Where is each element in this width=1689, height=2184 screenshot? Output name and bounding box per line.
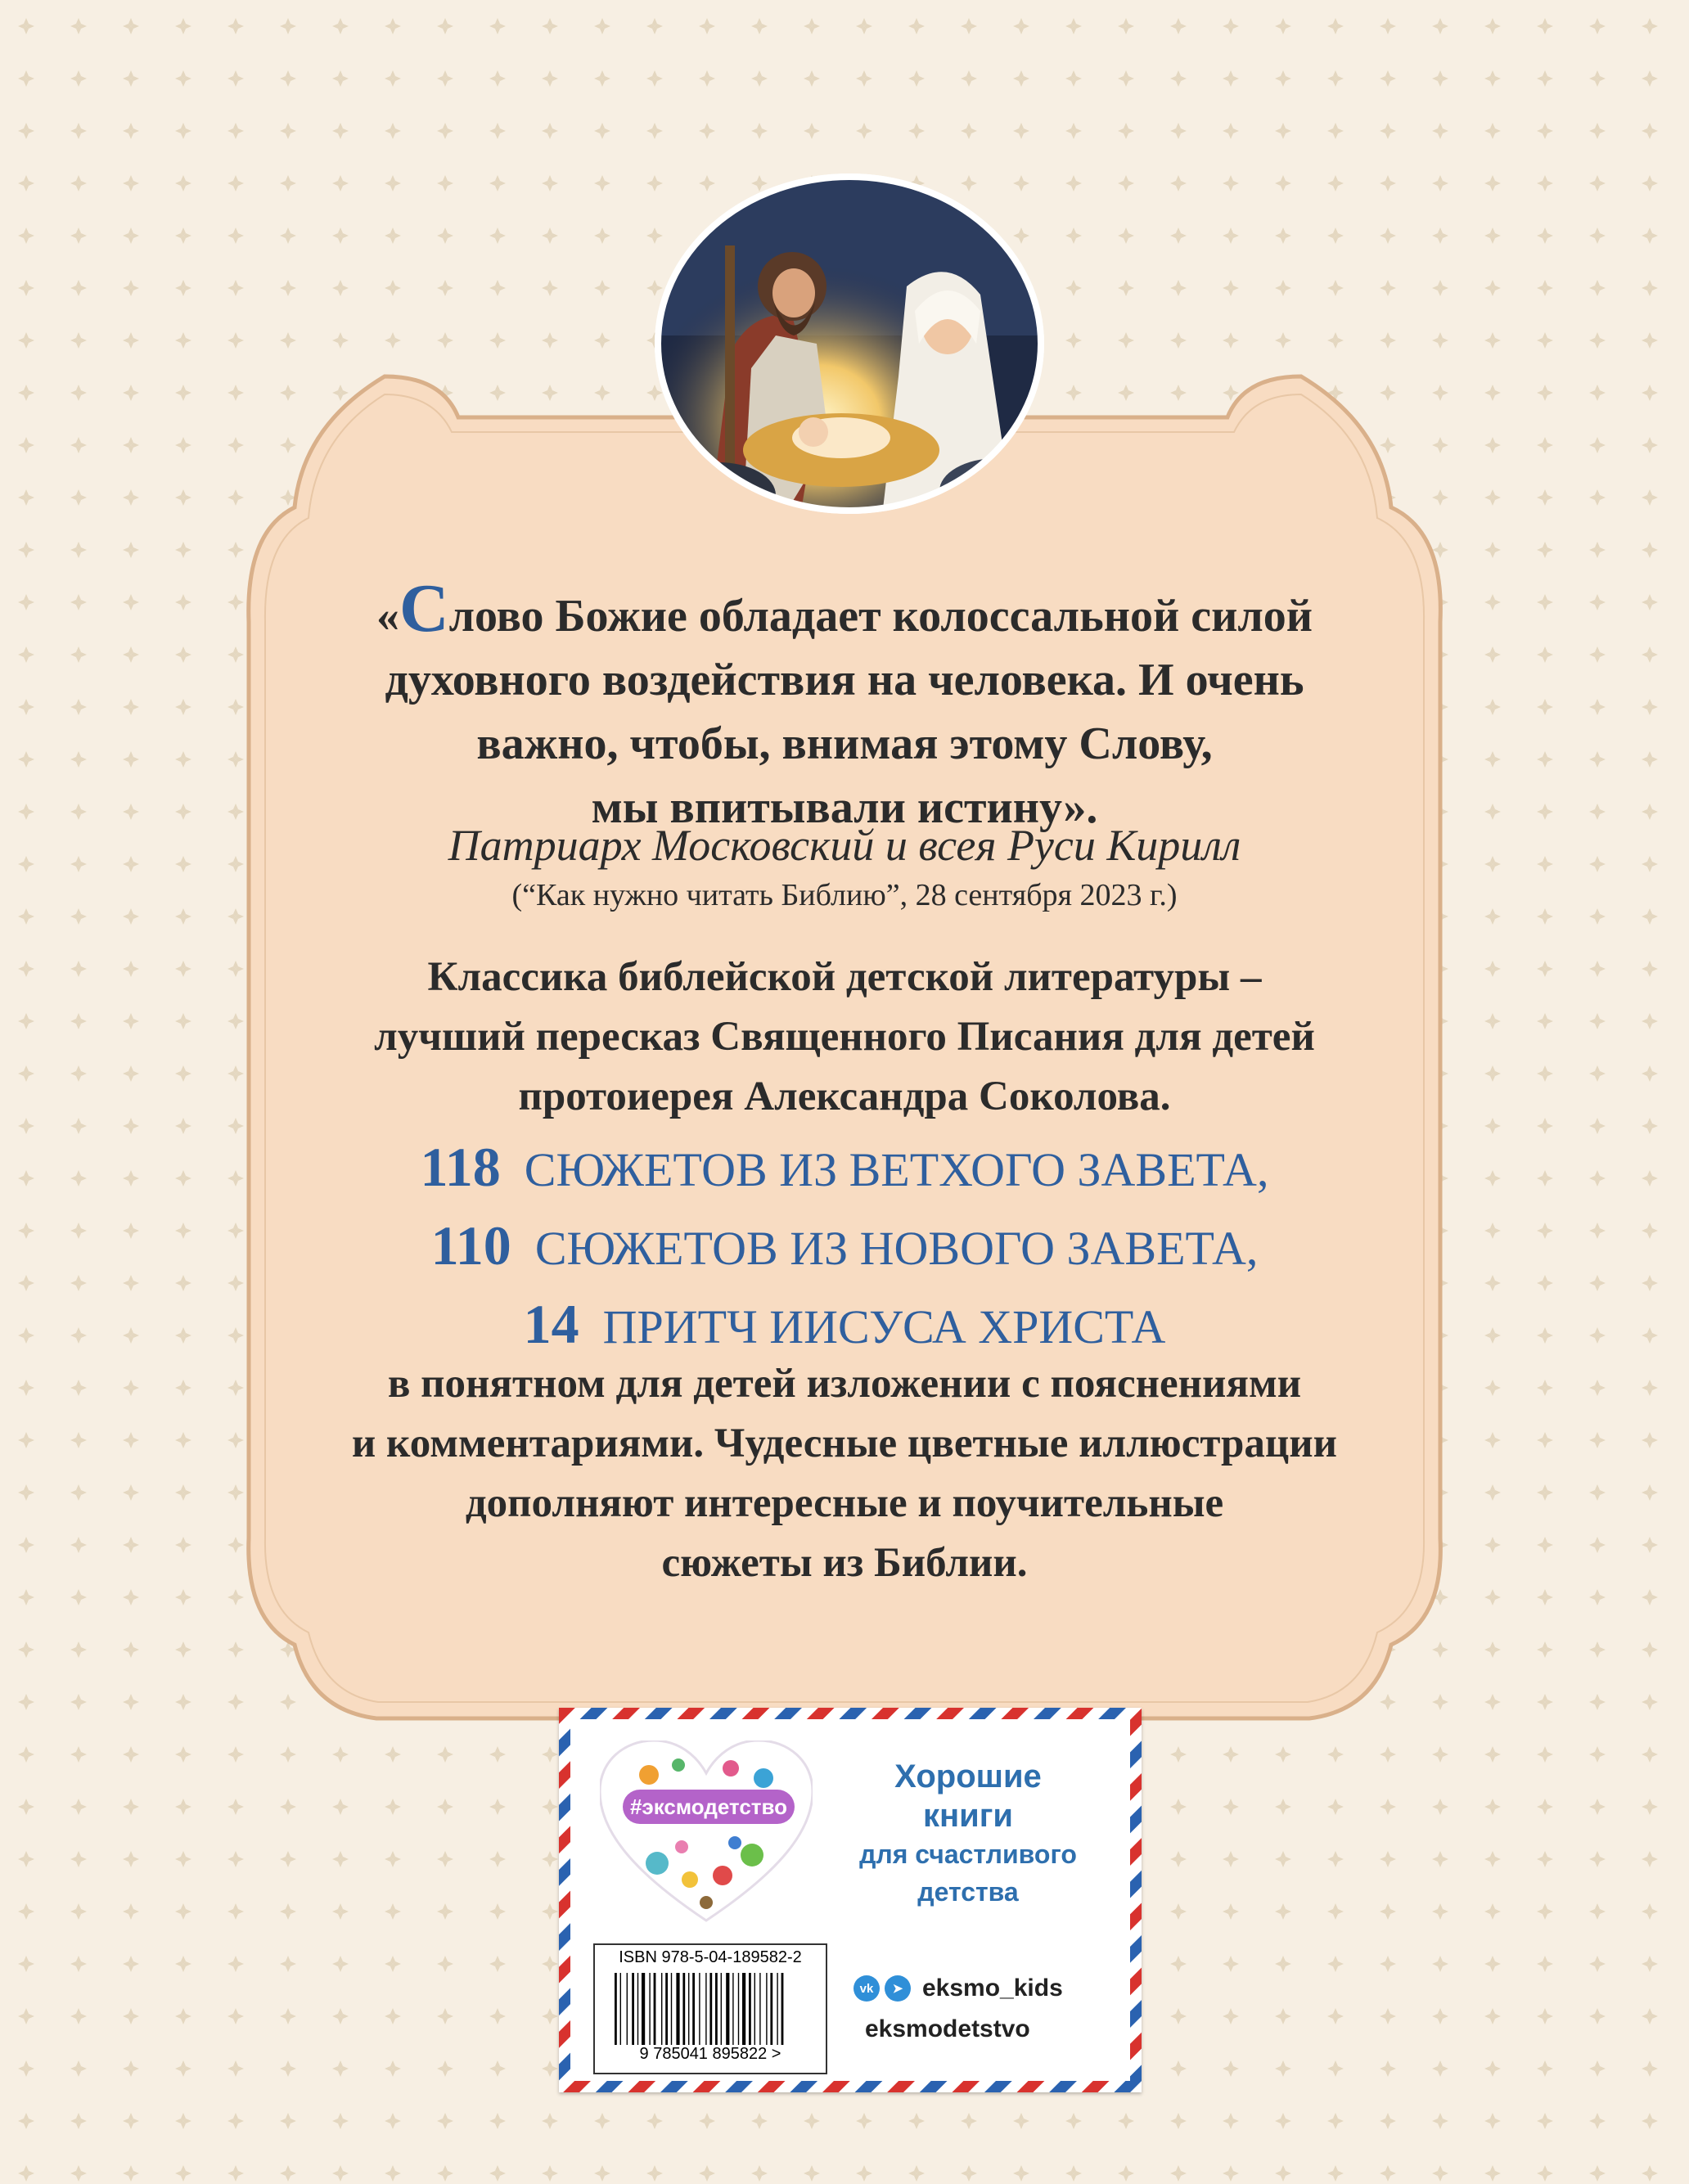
barcode-bar [732,1973,733,2045]
quote-block [0,570,1689,840]
barcode-bar [781,1973,784,2045]
stat-new-testament [0,1208,1689,1286]
vk-icon: vk [854,1975,880,2002]
barcode-bar [637,1973,638,2045]
stat-old-testament [0,1129,1689,1208]
stat-number: 14 [523,1293,579,1355]
description-line: и комментариями. Чудесные цветные иллюстрации [351,1421,1338,1466]
barcode-bar [709,1973,712,2045]
quote-line-2: духовного воздействия на человека. И очень [385,655,1304,705]
stat-label: ПРИТЧ ИИСУСА ХРИСТА [602,1300,1166,1353]
barcode-digits: 9 785041 895822 > [639,2045,781,2063]
barcode-bar [654,1973,656,2045]
barcode-bar [726,1973,729,2045]
stat-parables [0,1286,1689,1365]
barcode-bar [738,1973,739,2045]
quote-line-4: мы впитывали истину». [591,782,1098,833]
quote-source: (“Как нужно читать Библию”, 28 сентября 2023 г.) [511,878,1178,912]
quote-author: Патриарх Московский и всея Руси Кирилл [448,821,1241,870]
barcode-bar [770,1973,772,2045]
nativity-illustration [653,172,1046,516]
drop-cap-letter: С [399,570,449,646]
quote-line-3: важно, чтобы, внимая этому Слову, [476,718,1213,769]
hashtag-text: #эксмодетство [629,1794,788,1819]
barcode-bar [721,1973,722,2045]
publisher-slogan [829,1757,1107,1911]
lead-line: Классика библейской детской литературы – [427,954,1262,1000]
barcode-bar [627,1973,628,2045]
barcode-bar [615,1973,617,2045]
content-stats [0,1129,1689,1365]
barcode-bar [642,1973,645,2045]
heart-logo [600,1740,813,1929]
barcode-bar [766,1973,767,2045]
lead-line: протоиерея Александра Соколова. [518,1074,1171,1119]
description-line: сюжеты из Библии. [661,1540,1028,1586]
social-links [854,1968,1115,2050]
quote-line-1 [0,570,1689,648]
barcode-bar [676,1973,679,2045]
barcode-bar [692,1973,695,2045]
barcode-bar [742,1973,745,2045]
barcode [613,1973,808,2045]
barcode-bar [682,1973,685,2045]
telegram-icon: ➤ [885,1975,911,2002]
stat-number: 118 [420,1136,501,1198]
slogan-line: детства [917,1877,1019,1907]
stat-label: СЮЖЕТОВ ИЗ НОВОГО ЗАВЕТА, [534,1222,1259,1275]
social-handle-kids: eksmo_kids [922,1975,1063,2002]
opening-quote-mark: « [376,591,399,642]
barcode-bar [665,1973,668,2045]
barcode-bar [699,1973,700,2045]
description-line: в понятном для детей изложении с пояснениями [387,1361,1302,1407]
slogan-line: книги [922,1798,1014,1834]
social-row-main[interactable] [854,1968,1115,2009]
barcode-bar [688,1973,689,2045]
quote-line-1-text: лово Божие обладает колоссальной силой [448,591,1313,642]
barcode-bar [749,1973,751,2045]
slogan-line: Хорошие [894,1758,1042,1794]
barcode-bar [632,1973,634,2045]
isbn-barcode-box [593,1943,827,2074]
lead-paragraph [0,948,1689,1127]
hashtag-wrapper [623,1790,795,1824]
barcode-bar [754,1973,755,2045]
publisher-postcard [559,1708,1142,2092]
barcode-bar [759,1973,760,2045]
barcode-bar [661,1973,662,2045]
lead-line: лучший пересказ Священного Писания для детей [374,1014,1315,1060]
description-line: дополняют интересные и поучительные [465,1480,1224,1526]
slogan-line: для счастливого [859,1840,1077,1869]
stat-label: СЮЖЕТОВ ИЗ ВЕТХОГО ЗАВЕТА, [524,1143,1269,1196]
barcode-bar [649,1973,650,2045]
social-handle-detstvo[interactable]: eksmodetstvo [865,2015,1030,2042]
barcode-bar [705,1973,706,2045]
description-paragraph [0,1354,1689,1593]
barcode-bar [620,1973,621,2045]
barcode-bar [671,1973,672,2045]
barcode-bar [715,1973,718,2045]
isbn-number: ISBN 978-5-04-189582-2 [619,1948,802,1966]
stat-number: 110 [430,1214,511,1277]
